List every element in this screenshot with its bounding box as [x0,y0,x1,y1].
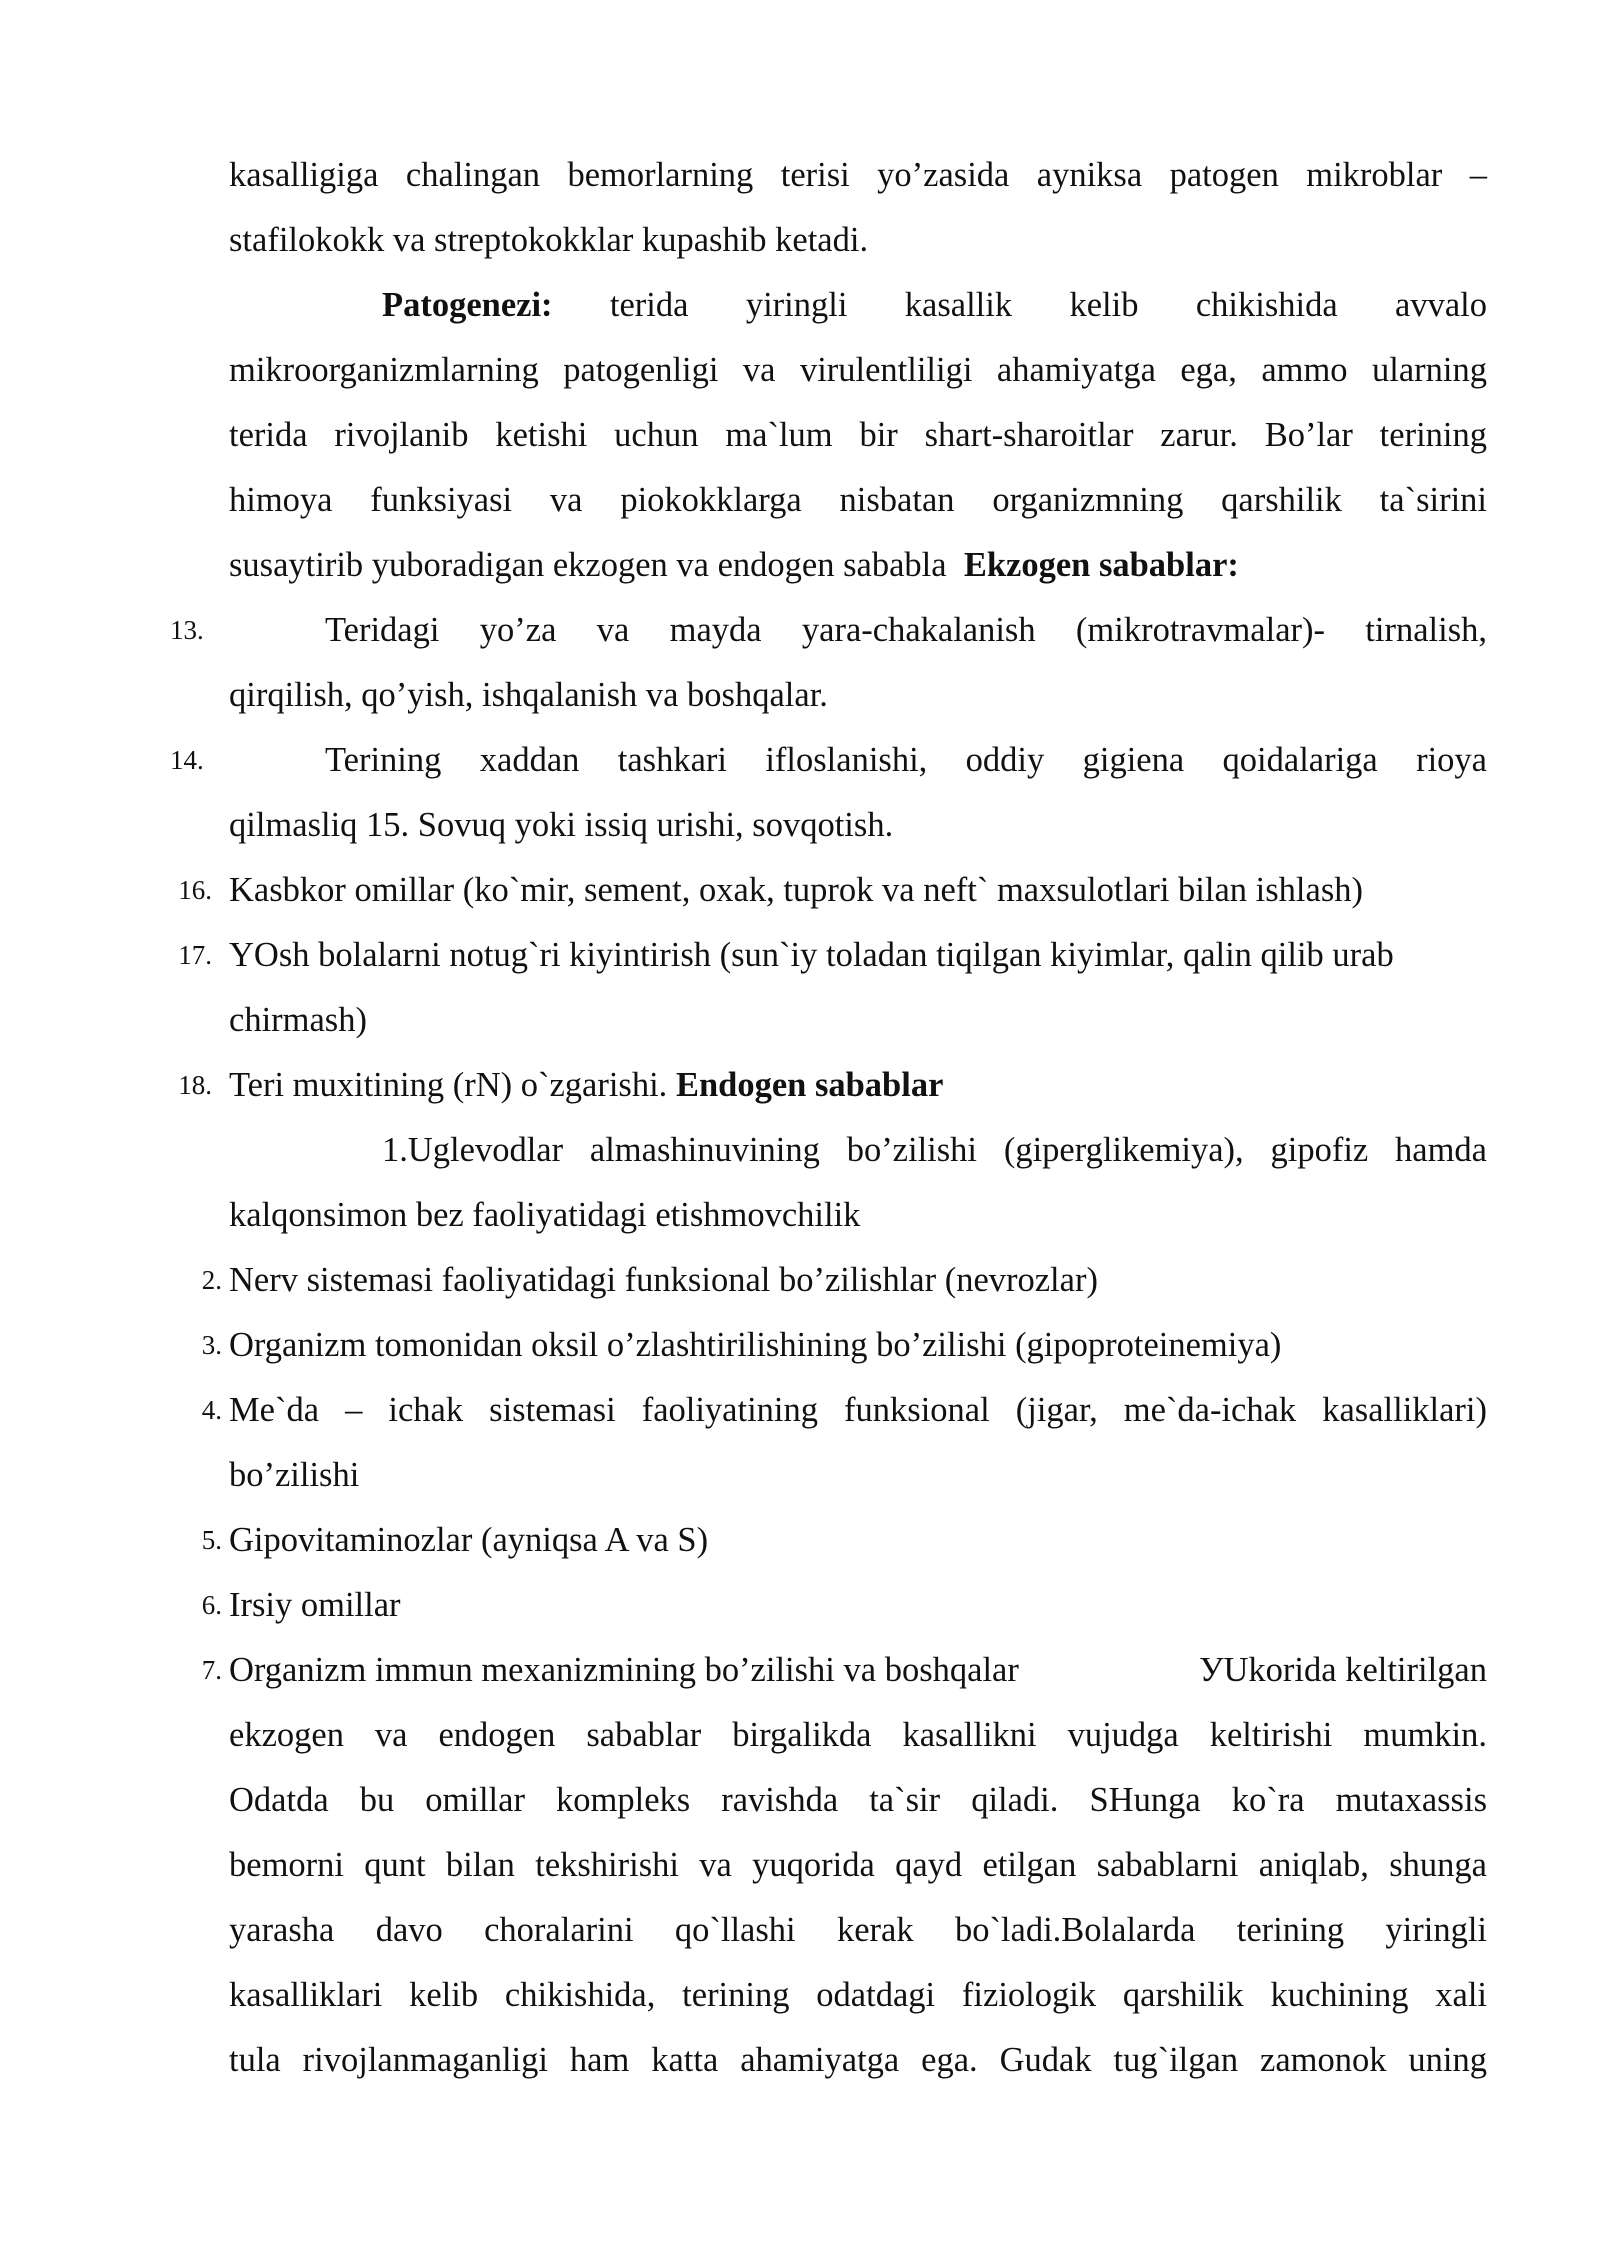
endogen-item-5: Gipovitaminozlar (ayniqsa A va S) [229,1521,709,1559]
list-item-14-line-1: Terining xaddan tashkari ifloslanishi, oddiy gigiena qoidalariga rioya [325,741,1487,779]
conclusion-line-4: yarasha davo choralarini qo`llashi kerak bo`ladi.Bolalarda terining yiringli [229,1911,1487,1949]
list-number-16: 16. [178,875,212,905]
list-item-13-line-1: Teridagi yo’za va mayda yara-chakalanish (mikrotravmalar)- tirnalish, [325,611,1487,649]
endogen-item-7-text: Organizm immun mexanizmining bo’zilishi va boshqalar [229,1651,1019,1689]
endogen-number-4: 4. [201,1395,222,1425]
list-item-17-line-1: YOsh bolalarni notug`ri kiyintirish (sun`iy toladan tiqilgan kiyimlar, qalin qilib urab [229,936,1394,974]
conclusion-line-5: kasalliklari kelib chikishida, terining odatdagi fiziologik qarshilik kuchining xali [229,1976,1487,2014]
patogenez-first-text: terida yiringli kasallik kelib chikishida avvalo [609,286,1487,324]
endogen-item-1-line-1: 1.Uglevodlar almashinuvining bo’zilishi (giperglikemiya), gipofiz hamda [382,1131,1487,1169]
endogen-number-3: 3. [201,1330,222,1360]
list-item-18-text: Teri muxitining (rN) o`zgarishi. [229,1066,668,1104]
patogenez-line-3: terida rivojlanib ketishi uchun ma`lum bir shart-sharoitlar zarur. Bo’lar terining [229,416,1487,454]
patogenez-line-5 [229,542,1487,588]
intro-line-1: kasalligiga chalingan bemorlarning terisi yo’zasida ayniksa patogen mikroblar – [229,156,1487,194]
endogen-number-5: 5. [201,1525,222,1555]
endogen-item-4-line-2: bo’zilishi [229,1456,360,1494]
endogen-item-7 [229,1647,1487,1693]
patogenez-line-4: himoya funksiyasi va piokokklarga nisbatan organizmning qarshilik ta`sirini [229,481,1487,519]
list-item-17-line-2: chirmash) [229,1001,367,1039]
ekzogen-heading: Ekzogen sabablar: [963,546,1239,584]
list-number-14: 14. [170,745,204,775]
patogenez-line-2: mikroorganizmlarning patogenligi va virulentliligi ahamiyatga ega, ammo ularning [229,351,1487,389]
patogenez-last-text: susaytirib yuboradigan ekzogen va endogen sababla [229,546,947,584]
conclusion-line-3: bemorni qunt bilan tekshirishi va yuqorida qayd etilgan sabablarni aniqlab, shunga [229,1846,1487,1884]
list-item-14-line-2: qilmasliq 15. Sovuq yoki issiq urishi, sovqotish. [229,806,894,844]
patogenez-first-line [382,282,1487,328]
endogen-number-7: 7. [201,1655,222,1685]
list-item-18 [229,1062,1487,1108]
endogen-item-6: Irsiy omillar [229,1586,401,1624]
endogen-item-3: Organizm tomonidan oksil o’zlashtirilishining bo’zilishi (gipoproteinemiya) [229,1326,1282,1364]
intro-line-2: stafilokokk va streptokokklar kupashib ketadi. [229,221,869,259]
list-item-16: Kasbkor omillar (ko`mir, sement, oxak, tuprok va neft` maxsulotlari bilan ishlash) [229,871,1363,909]
endogen-heading: Endogen sabablar [675,1066,944,1104]
endogen-item-2: Nerv sistemasi faoliyatidagi funksional bo’zilishlar (nevrozlar) [229,1261,1098,1299]
list-number-17: 17. [178,940,212,970]
list-number-13: 13. [170,615,204,645]
endogen-number-6: 6. [201,1590,222,1620]
endogen-item-4-line-1: Me`da – ichak sistemasi faoliyatining funksional (jigar, me`da-ichak kasalliklari) [229,1391,1487,1429]
list-number-18: 18. [178,1070,212,1100]
patogenez-label: Patogenezi: [382,286,553,324]
conclusion-line-1: ekzogen va endogen sabablar birgalikda kasallikni vujudga keltirishi mumkin. [229,1716,1487,1754]
endogen-item-7-tail: УUkorida keltirilgan [1199,1651,1487,1689]
conclusion-line-6: tula rivojlanmaganligi ham katta ahamiyatga ega. Gudak tug`ilgan zamonok uning [229,2041,1487,2079]
endogen-item-1-line-2: kalqonsimon bez faoliyatidagi etishmovchilik [229,1196,861,1234]
list-item-13-line-2: qirqilish, qo’yish, ishqalanish va boshqalar. [229,676,828,714]
endogen-number-2: 2. [201,1265,222,1295]
conclusion-line-2: Odatda bu omillar kompleks ravishda ta`sir qiladi. SHunga ko`ra mutaxassis [229,1781,1487,1819]
